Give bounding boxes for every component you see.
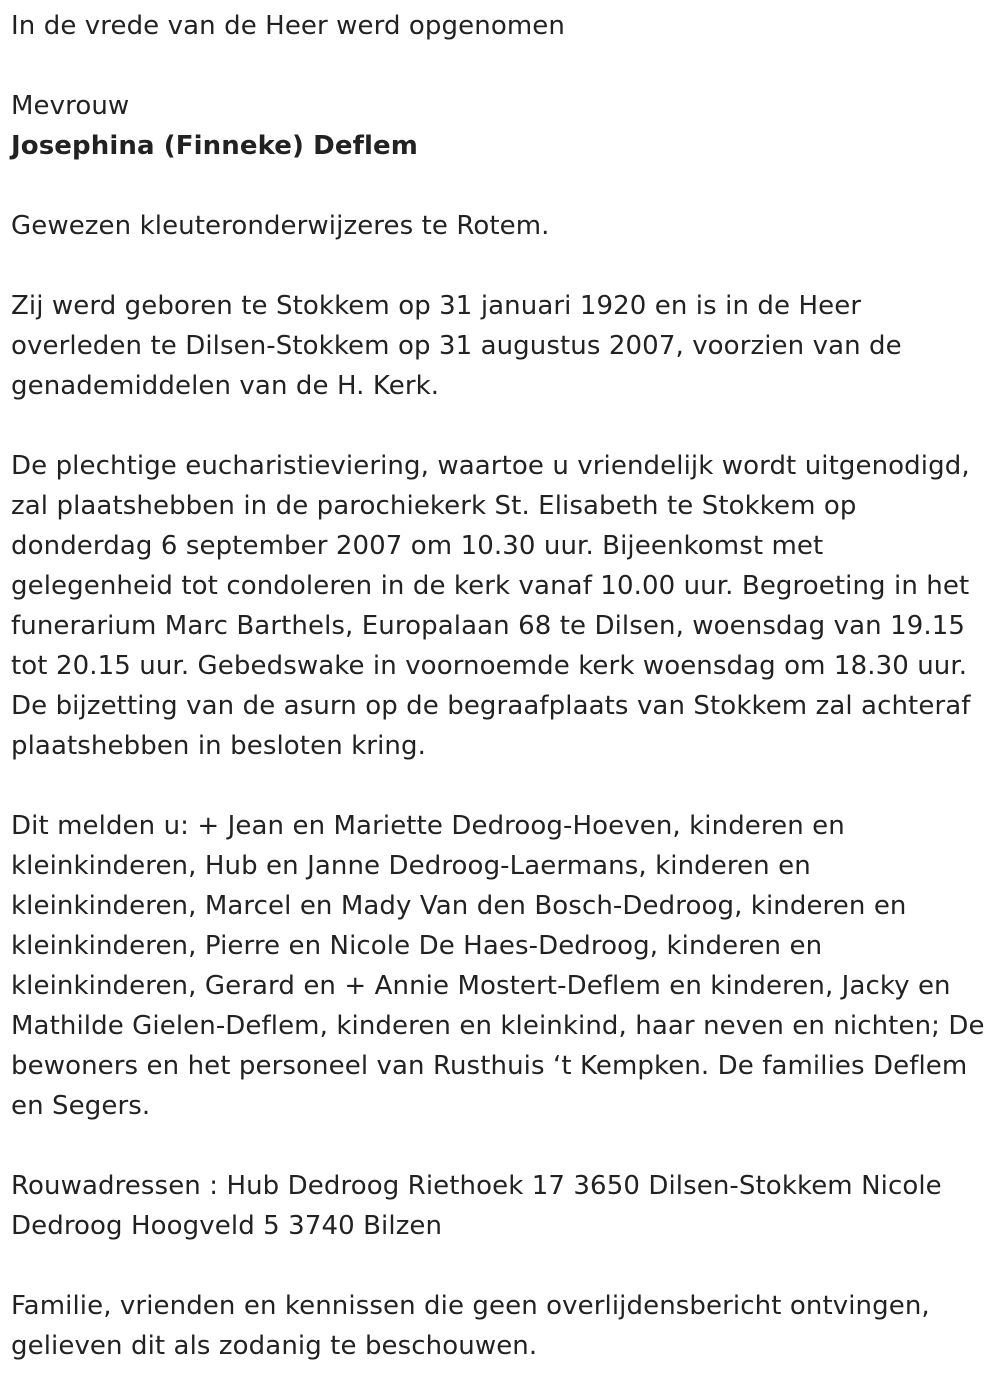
paragraph-line: Zij werd geboren te Stokkem op 31 januari 1920 en is in de Heer [11, 291, 862, 321]
paragraph-line: plaatshebben in besloten kring. [11, 731, 426, 761]
spacer [11, 766, 989, 806]
paragraph-line: kleinkinderen, Pierre en Nicole De Haes-Dedroog, kinderen en [11, 931, 823, 961]
paragraph-line: bewoners en het personeel van Rusthuis ‘t Kempken. De families Deflem [11, 1051, 968, 1081]
paragraph-line: tot 20.15 uur. Gebedswake in voornoemde kerk woensdag om 18.30 uur. [11, 651, 968, 681]
paragraph-line: genademiddelen van de H. Kerk. [11, 371, 440, 401]
closing-paragraph [11, 1286, 989, 1366]
paragraph-line: gelieven dit als zodanig te beschouwen. [11, 1331, 538, 1361]
spacer [11, 1126, 989, 1166]
paragraph-line: De plechtige eucharistieviering, waartoe u vriendelijk wordt uitgenodigd, [11, 451, 970, 481]
paragraph-line: Dedroog Hoogveld 5 3740 Bilzen [11, 1211, 443, 1241]
occupation: Gewezen kleuteronderwijzeres te Rotem. [11, 211, 550, 241]
paragraph-line: De bijzetting van de asurn op de begraafplaats van Stokkem zal achteraf [11, 691, 971, 721]
paragraph-line: zal plaatshebben in de parochiekerk St. Elisabeth te Stokkem op [11, 491, 857, 521]
paragraph-line: en Segers. [11, 1091, 151, 1121]
deceased-name: Josephina (Finneke) Deflem [11, 131, 418, 161]
spacer [11, 166, 989, 206]
paragraph-line: kleinkinderen, Hub en Janne Dedroog-Laermans, kinderen en [11, 851, 811, 881]
paragraph-line: funerarium Marc Barthels, Europalaan 68 te Dilsen, woensdag van 19.15 [11, 611, 965, 641]
paragraph-line: Rouwadressen : Hub Dedroog Riethoek 17 3650 Dilsen-Stokkem Nicole [11, 1171, 942, 1201]
family-paragraph [11, 806, 989, 1126]
paragraph-line: Dit melden u: + Jean en Mariette Dedroog-Hoeven, kinderen en [11, 811, 845, 841]
paragraph-line: overleden te Dilsen-Stokkem op 31 augustus 2007, voorzien van de [11, 331, 902, 361]
spacer [11, 406, 989, 446]
paragraph-line: Mathilde Gielen-Deflem, kinderen en kleinkind, haar neven en nichten; De [11, 1011, 985, 1041]
spacer [11, 246, 989, 286]
ceremony-paragraph [11, 446, 989, 766]
paragraph-line: Familie, vrienden en kennissen die geen overlijdensbericht ontvingen, [11, 1291, 930, 1321]
paragraph-line: donderdag 6 september 2007 om 10.30 uur. Bijeenkomst met [11, 531, 824, 561]
salutation: Mevrouw [11, 91, 130, 121]
spacer [11, 46, 989, 86]
intro-line: In de vrede van de Heer werd opgenomen [11, 11, 565, 41]
spacer [11, 1246, 989, 1286]
addresses-paragraph [11, 1166, 989, 1246]
paragraph-line: kleinkinderen, Gerard en + Annie Mostert-Deflem en kinderen, Jacky en [11, 971, 951, 1001]
paragraph-line: kleinkinderen, Marcel en Mady Van den Bosch-Dedroog, kinderen en [11, 891, 907, 921]
death-notice [11, 6, 989, 1366]
paragraph-line: gelegenheid tot condoleren in de kerk vanaf 10.00 uur. Begroeting in het [11, 571, 970, 601]
birth-death-paragraph [11, 286, 989, 406]
